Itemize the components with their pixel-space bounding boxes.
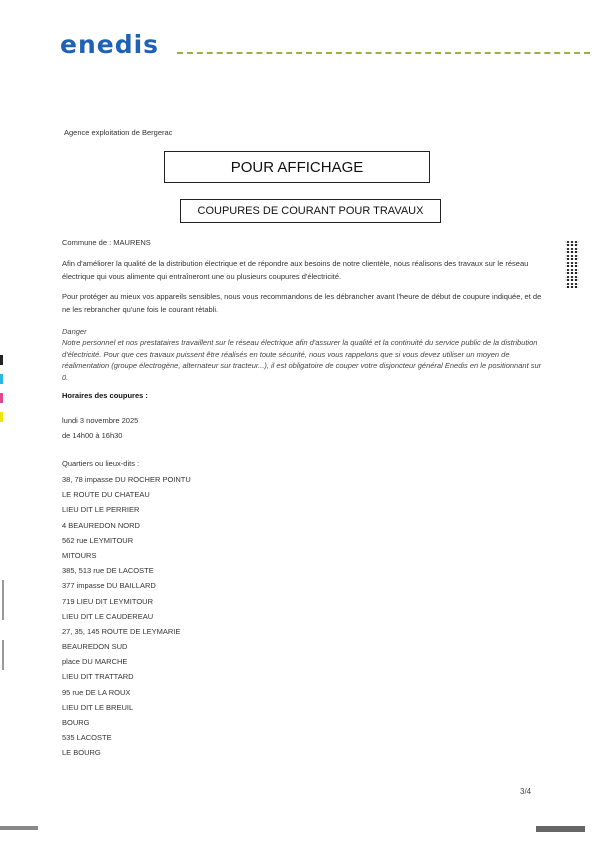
schedule-heading: Horaires des coupures : — [62, 391, 148, 400]
intro-paragraph: Afin d'améliorer la qualité de la distribution électrique et de répondre aux besoins de notre clientèle, nous réalisons des travaux sur le réseau électrique qui vous alimente qui entraîneront une ou plusieurs coupures d'électricité. — [62, 259, 529, 281]
list-item: 562 rue LEYMITOUR — [62, 535, 134, 545]
schedule-date: lundi 3 novembre 2025 — [62, 416, 139, 425]
list-item: 27, 35, 145 ROUTE DE LEYMARIE — [62, 626, 181, 636]
list-item: BOURG — [62, 718, 90, 727]
enedis-logo: enedis — [60, 30, 160, 59]
page-title: POUR AFFICHAGE — [230, 158, 364, 176]
list-item: place DU MARCHE — [62, 657, 128, 667]
agency-name: Agence exploitation de Bergerac — [64, 128, 173, 137]
scan-edge-right — [536, 826, 585, 832]
list-item: BEAUREDON SUD — [62, 642, 128, 652]
list-item: MITOURS — [62, 550, 97, 560]
list-item: 377 impasse DU BAILLARD — [62, 581, 156, 591]
scan-artifact — [2, 580, 4, 620]
commune-line: Commune de : MAURENS — [62, 238, 151, 247]
list-item: 719 LIEU DIT LEYMITOUR — [62, 596, 154, 606]
print-mark-yellow — [0, 412, 3, 422]
places-list — [62, 472, 191, 761]
safety-paragraph: Notre personnel et nos prestataires travaillent sur le réseau électrique afin d'assurer la qualité et la continuité du service public de la distribution d'électricité. Pour que ces travaux puissent être réalisés en toute sécurité, nous vous rappelons que si vous devez utiliser un moyen de réalimentation (groupe électrogène, alternateur sur tracteur...), il est obligatoire de couper votre disjoncteur général Enedis en le positionnant sur 0. — [62, 338, 542, 382]
print-mark-black — [0, 355, 3, 365]
scan-artifact — [2, 640, 4, 670]
advice-paragraph: Pour protéger au mieux vos appareils sensibles, nous vous recommandons de les débrancher avant l'heure de début de coupure indiquée, et de ne les rebrancher qu'une fois le courant rétabli. — [62, 292, 542, 314]
print-mark-cyan — [0, 374, 3, 384]
page-number: 3/4 — [520, 787, 532, 796]
list-item: LIEU DIT LE CAUDEREAU — [62, 611, 154, 621]
print-mark-magenta — [0, 393, 3, 403]
subtitle-box — [180, 199, 441, 223]
list-item: LIEU DIT TRATTARD — [62, 672, 134, 682]
list-item: 38, 78 impasse DU ROCHER POINTU — [62, 475, 191, 484]
safety-label: Danger — [62, 327, 87, 336]
list-item: LE BOURG — [62, 748, 101, 758]
page-subtitle: COUPURES DE COURANT POUR TRAVAUX — [197, 205, 424, 217]
scan-edge-left — [0, 826, 38, 830]
places-heading: Quartiers ou lieux-dits : — [62, 459, 140, 468]
list-item: LIEU DIT LE PERRIER — [62, 505, 140, 515]
list-item: 95 rue DE LA ROUX — [62, 687, 131, 697]
title-box — [164, 151, 430, 183]
list-item: LIEU DIT LE BREUIL — [62, 702, 134, 712]
datamatrix-code — [565, 240, 579, 288]
list-item: LE ROUTE DU CHATEAU — [62, 490, 150, 500]
schedule-time: de 14h00 à 16h30 — [62, 431, 123, 440]
list-item: 385, 513 rue DE LACOSTE — [62, 566, 154, 576]
list-item: 4 BEAUREDON NORD — [62, 520, 140, 530]
header-divider — [177, 52, 590, 54]
list-item: 535 LACOSTE — [62, 733, 112, 743]
